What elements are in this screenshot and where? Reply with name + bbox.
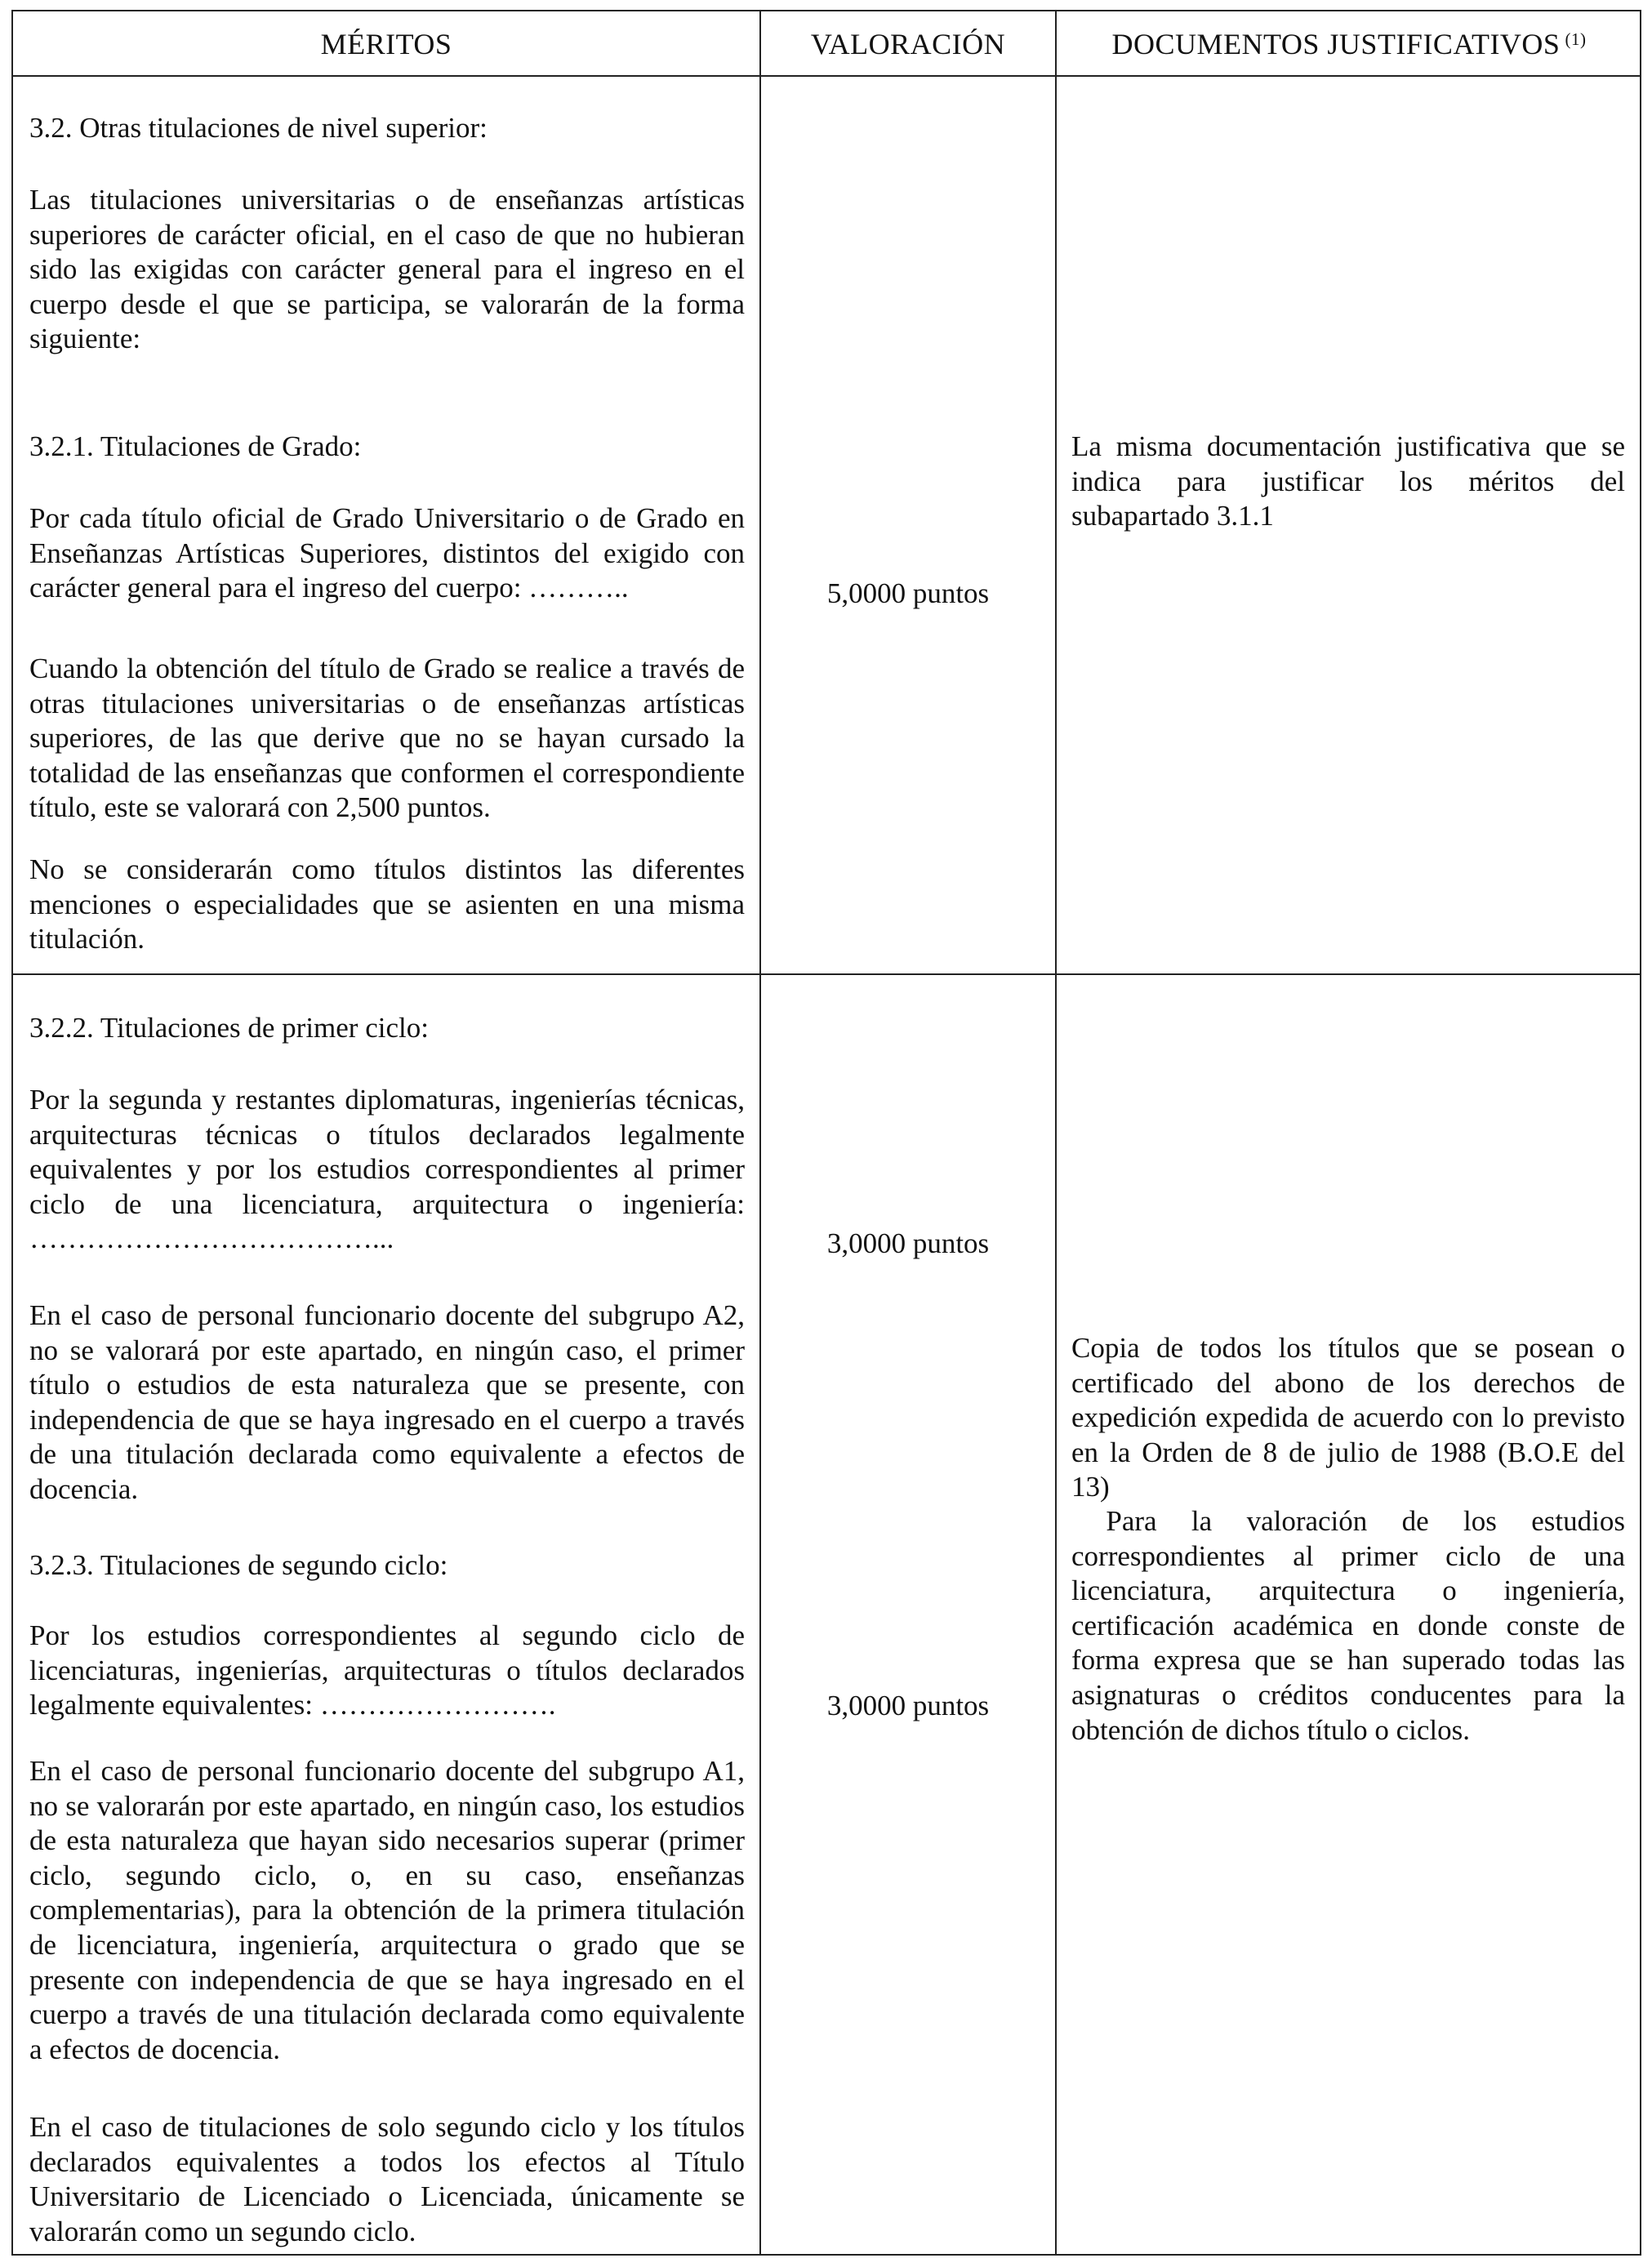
header-documentos-label: DOCUMENTOS JUSTIFICATIVOS (1111, 28, 1561, 60)
header-valoracion-label: VALORACIÓN (810, 28, 1006, 60)
header-valoracion (761, 11, 1055, 77)
section-3-2-3-p1: Por los estudios correspondientes al segundo ciclo de licenciaturas, ingenierías, arquitecturas o títulos declarados legalmente equivalentes: ……………………. (29, 1619, 745, 1721)
section-3-2-3-p2: En el caso de personal funcionario docente del subgrupo A1, no se valorarán por este apartado, en ningún caso, los estudios de esta naturaleza que hayan sido necesarios superar (primer ciclo, segundo ciclo, o, en su caso, enseñanzas complementarias), para la obtención de la primera titulación de licenciatura, ingeniería, arquitectura o grado que se presente con independencia de que se haya ingresado en el cuerpo a través de una titulación declarada como equivalente a efectos de docencia. (29, 1755, 745, 2065)
section-3-2-2-heading: 3.2.2. Titulaciones de primer ciclo: (29, 1012, 429, 1044)
section-3-2-1-heading: 3.2.1. Titulaciones de Grado: (29, 430, 362, 462)
section-3-2-3-heading: 3.2.3. Titulaciones de segundo ciclo: (29, 1549, 448, 1581)
points-grado: 5,0000 puntos (826, 577, 990, 609)
section-3-2-2-p2: En el caso de personal funcionario docente del subgrupo A2, no se valorará por este apartado, en ningún caso, el primer título o estudios de esta naturaleza que se presente, con independencia de que se haya ingresado en el cuerpo a través de una titulación declarada como equivalente a efectos de docencia. (29, 1299, 745, 1505)
header-meritos (13, 11, 759, 77)
section-3-2-intro: Las titulaciones universitarias o de enseñanzas artísticas superiores de carácter oficial, en el caso de que no hubieran sido las exigidas con carácter general para el ingreso en el cuerpo desde el que se participa, se valorarán de la forma siguiente: (29, 184, 745, 355)
section-3-2-1-p3: No se considerarán como títulos distintos las diferentes menciones o especialidades que se asienten en una misma titulación. (29, 853, 745, 955)
docs-ciclos-p1: Copia de todos los títulos que se posean o certificado del abono de los derechos de expedición expedida de acuerdo con lo previsto en la Orden de 8 de julio de 1988 (B.O.E del 13) (1071, 1332, 1625, 1503)
points-segundo-ciclo: 3,0000 puntos (826, 1690, 990, 1721)
section-3-2-heading: 3.2. Otras titulaciones de nivel superior: (29, 112, 488, 144)
docs-ciclos-p2: Para la valoración de los estudios correspondientes al primer ciclo de una licenciatura, arquitectura o ingeniería, certificación académica en donde conste de forma expresa que se han superado todas las asignaturas o créditos conducentes para la obtención de dichos título o ciclos. (1071, 1505, 1632, 1746)
row-divider (13, 973, 1640, 975)
section-3-2-1-p2: Cuando la obtención del título de Grado se realice a través de otras titulaciones universitarias o de enseñanzas artísticas superiores, de las que derive que no se hayan cursado la totalidad de las enseñanzas que conformen el correspondiente título, este se valorará con 2,500 puntos. (29, 652, 745, 824)
section-3-2-1-p1: Por cada título oficial de Grado Universitario o de Grado en Enseñanzas Artísticas Superiores, distintos del exigido con carácter general para el ingreso del cuerpo: ……….. (29, 502, 745, 604)
section-3-2-2-p1: Por la segunda y restantes diplomaturas, ingenierías técnicas, arquitecturas técnicas o títulos declarados legalmente equivalentes y por los estudios correspondientes al primer ciclo de una licenciatura, arquitectura o ingeniería: ………………………………... (29, 1084, 745, 1255)
header-documentos (1057, 11, 1641, 77)
header-meritos-label: MÉRITOS (320, 28, 452, 60)
points-primer-ciclo: 3,0000 puntos (826, 1227, 990, 1259)
header-footnote-mark: (1) (1565, 29, 1587, 49)
docs-grado: La misma documentación justificativa que se indica para justificar los méritos del subapartado 3.1.1 (1071, 430, 1625, 532)
meritos-table (11, 10, 1641, 2256)
column-divider-1 (759, 11, 761, 2254)
section-3-2-3-p3: En el caso de titulaciones de solo segundo ciclo y los títulos declarados equivalentes a todos los efectos al Título Universitario de Licenciado o Licenciada, únicamente se valorarán como un segundo ciclo. (29, 2111, 745, 2247)
column-divider-2 (1055, 11, 1057, 2254)
